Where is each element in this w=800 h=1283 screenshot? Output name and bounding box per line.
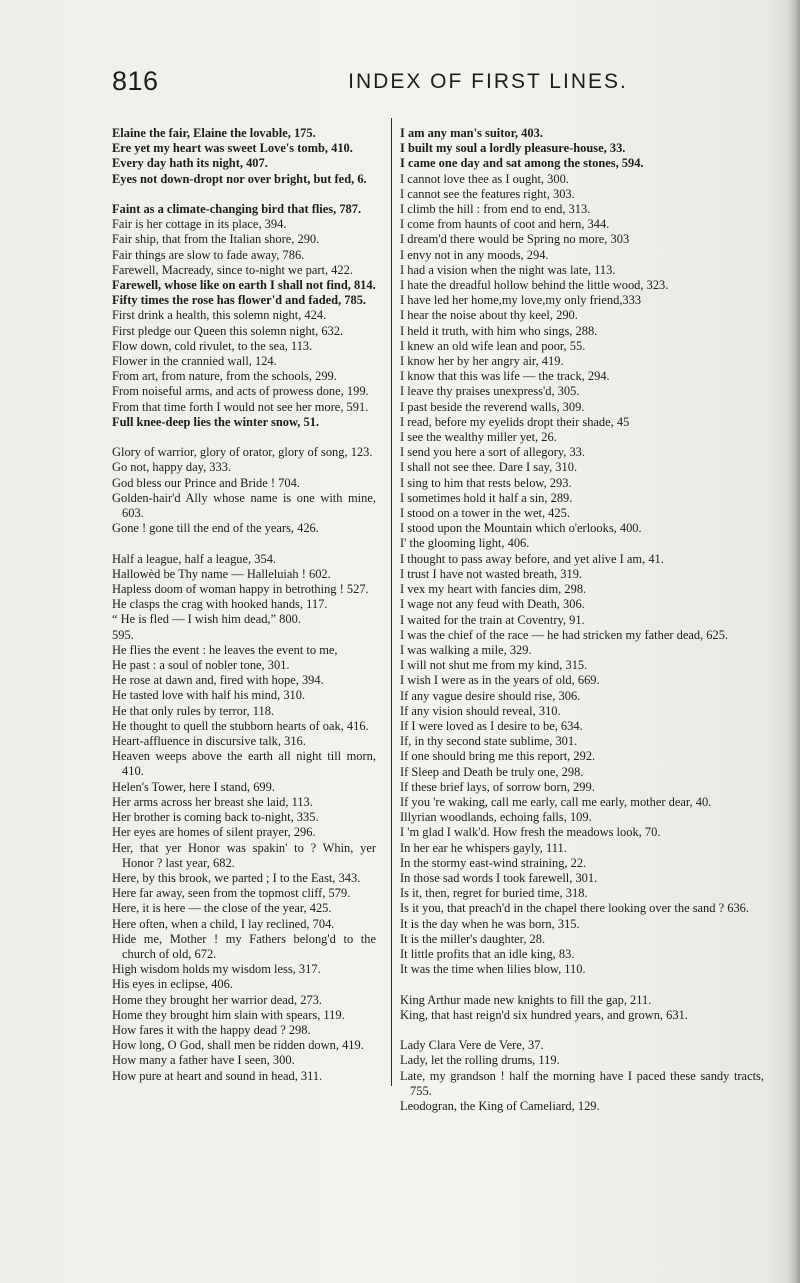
section-gap: [400, 977, 764, 992]
index-entry: In her ear he whispers gayly, 111.: [400, 840, 567, 855]
index-entry: Elaine the fair, Elaine the lovable, 175.: [112, 126, 316, 140]
index-entry: Heaven weeps above the earth all night till morn, 410.: [112, 749, 376, 779]
index-entry: Fifty times the rose has flower'd and faded, 785.: [112, 293, 367, 308]
index-entry: Faint as a climate-changing bird that flies, 787.: [112, 202, 362, 216]
index-entry: From art, from nature, from the schools, 299.: [112, 369, 337, 384]
index-entry: I read, before my eyelids dropt their shade, 45: [400, 414, 630, 429]
index-entry: Here, by this brook, we parted ; I to the East, 343.: [112, 870, 361, 885]
index-entry: How fares it with the happy dead ? 298.: [112, 1022, 311, 1037]
index-entry: First drink a health, this solemn night, 424.: [112, 308, 327, 323]
section-gap: [112, 536, 376, 551]
index-entry: I past beside the reverend walls, 309.: [400, 399, 585, 414]
section-gap: [400, 1023, 764, 1038]
index-entry: He thought to quell the stubborn hearts of oak, 416.: [112, 718, 369, 733]
index-entry: Flow down, cold rivulet, to the sea, 113.: [112, 338, 313, 353]
index-entry: Helen's Tower, here I stand, 699.: [112, 779, 275, 794]
index-entry: I was the chief of the race — he had stricken my father dead, 625.: [400, 627, 729, 642]
index-entry: Fair ship, that from the Italian shore, 290.: [112, 232, 320, 247]
column-rule: [391, 118, 392, 1086]
index-entry: Is it, then, regret for buried time, 318.: [400, 886, 588, 901]
index-entry: I see the wealthy miller yet, 26.: [400, 430, 557, 445]
index-entry: I hate the dreadful hollow behind the little wood, 323.: [400, 278, 669, 293]
index-entry: Fair is her cottage in its place, 394.: [112, 217, 287, 232]
index-entry: I came one day and sat among the stones, 594.: [400, 156, 644, 171]
index-entry: I had a vision when the night was late, 113.: [400, 262, 616, 277]
index-entry: Hallowèd be Thy name — Halleluiah ! 602.: [112, 566, 331, 581]
index-entry: I am any man's suitor, 403.: [400, 126, 543, 140]
index-entry: Illyrian woodlands, echoing falls, 109.: [400, 810, 592, 825]
index-entry: Glory of warrior, glory of orator, glory of song, 123.: [112, 445, 373, 460]
index-entry: Eyes not down-dropt nor over bright, but fed, 6.: [112, 171, 367, 186]
index-entry: How pure at heart and sound in head, 311.: [112, 1068, 323, 1083]
index-entry: Flower in the crannied wall, 124.: [112, 354, 277, 369]
index-entry: I held it truth, with him who sings, 288.: [400, 323, 598, 338]
index-entry: If Sleep and Death be truly one, 298.: [400, 764, 584, 779]
index-entry: If any vague desire should rise, 306.: [400, 688, 581, 703]
index-entry: I waited for the train at Coventry, 91.: [400, 612, 585, 627]
index-entry: He tasted love with half his mind, 310.: [112, 688, 306, 703]
index-column-right: [400, 126, 764, 1114]
index-entry: From noiseful arms, and acts of prowess done, 199.: [112, 384, 369, 399]
index-entry: Ere yet my heart was sweet Love's tomb, 410.: [112, 141, 353, 156]
index-entry: If any vision should reveal, 310.: [400, 703, 561, 718]
index-entry: I climb the hill : from end to end, 313.: [400, 202, 591, 217]
index-entry: I stood upon the Mountain which o'erlooks, 400.: [400, 521, 642, 536]
index-entry: How many a father have I seen, 300.: [112, 1053, 295, 1068]
index-entry: I' the glooming light, 406.: [400, 536, 530, 551]
index-entry: I dream'd there would be Spring no more, 303: [400, 232, 630, 247]
index-entry: He rose at dawn and, fired with hope, 394.: [112, 673, 324, 688]
index-entry: God bless our Prince and Bride ! 704.: [112, 475, 300, 490]
index-entry: I know her by her angry air, 419.: [400, 354, 564, 369]
index-entry: Leodogran, the King of Cameliard, 129.: [400, 1098, 600, 1113]
index-entry: It was the time when lilies blow, 110.: [400, 962, 586, 977]
index-entry: If one should bring me this report, 292.: [400, 749, 596, 764]
index-entry: I stood on a tower in the wet, 425.: [400, 506, 570, 521]
index-entry: High wisdom holds my wisdom less, 317.: [112, 962, 321, 977]
index-entry: Fair things are slow to fade away, 786.: [112, 247, 305, 262]
index-entry: Lady, let the rolling drums, 119.: [400, 1053, 560, 1068]
index-entry: It is the day when he was born, 315.: [400, 916, 580, 931]
index-entry: I send you here a sort of allegory, 33.: [400, 445, 586, 460]
index-entry: King Arthur made new knights to fill the gap, 211.: [400, 992, 652, 1007]
index-entry: I have led her home,my love,my only friend,333: [400, 293, 642, 308]
index-entry: Here, it is here — the close of the year, 425.: [112, 901, 332, 916]
index-entry: Her brother is coming back to-night, 335.: [112, 810, 319, 825]
index-entry: I thought to pass away before, and yet alive I am, 41.: [400, 551, 664, 566]
index-entry: I 'm glad I walk'd. How fresh the meadows look, 70.: [400, 825, 661, 840]
index-entry: Here far away, seen from the topmost cliff, 579.: [112, 886, 351, 901]
index-entry: Hide me, Mother ! my Fathers belong'd to the church of old, 672.: [112, 931, 376, 961]
index-entry: 595.: [112, 627, 134, 642]
index-entry: Is it you, that preach'd in the chapel there looking over the sand ? 636.: [400, 901, 750, 916]
page-header: [112, 66, 764, 102]
index-entry: I hear the noise about thy keel, 290.: [400, 308, 578, 323]
index-entry: In those sad words I took farewell, 301.: [400, 870, 598, 885]
index-entry: Farewell, Macready, since to-night we part, 422.: [112, 262, 353, 277]
index-entry: Half a league, half a league, 354.: [112, 551, 277, 566]
section-gap: [112, 187, 376, 202]
index-entry: It little profits that an idle king, 83.: [400, 946, 575, 961]
index-entry: If I were loved as I desire to be, 634.: [400, 718, 583, 733]
index-entry: I sometimes hold it half a sin, 289.: [400, 490, 573, 505]
index-entry: Home they brought him slain with spears, 119.: [112, 1007, 345, 1022]
index-entry: Her eyes are homes of silent prayer, 296.: [112, 825, 316, 840]
index-entry: Hapless doom of woman happy in betrothing ! 527.: [112, 582, 369, 597]
page-number: 816: [112, 66, 159, 96]
index-entry: Late, my grandson ! half the morning have I paced these sandy tracts, 755.: [400, 1068, 764, 1098]
index-entry: Full knee-deep lies the winter snow, 51.: [112, 414, 320, 429]
index-entry: First pledge our Queen this solemn night, 632.: [112, 323, 344, 338]
index-entry: Here often, when a child, I lay reclined, 704.: [112, 916, 335, 931]
index-entry: I cannot love thee as I ought, 300.: [400, 171, 569, 186]
running-title: INDEX OF FIRST LINES.: [348, 70, 628, 93]
index-entry: I envy not in any moods, 294.: [400, 247, 549, 262]
index-entry: If you 're waking, call me early, call me early, mother dear, 40.: [400, 794, 712, 809]
index-entry: “ He is fled — I wish him dead,” 800.: [112, 612, 301, 627]
index-entry: I cannot see the features right, 303.: [400, 186, 575, 201]
index-entry: I wage not any feud with Death, 306.: [400, 597, 585, 612]
index-entry: I trust I have not wasted breath, 319.: [400, 566, 583, 581]
page-edge-shadow: [786, 0, 800, 1283]
index-column-left: [112, 126, 376, 1084]
index-entry: Go not, happy day, 333.: [112, 460, 232, 475]
index-entry: If, in thy second state sublime, 301.: [400, 734, 578, 749]
index-entry: Her arms across her breast she laid, 113.: [112, 794, 313, 809]
index-entry: I built my soul a lordly pleasure-house, 33.: [400, 141, 626, 156]
index-entry: I wish I were as in the years of old, 669.: [400, 673, 600, 688]
index-entry: King, that hast reign'd six hundred years, and grown, 631.: [400, 1007, 688, 1022]
index-entry: It is the miller's daughter, 28.: [400, 931, 546, 946]
index-entry: Lady Clara Vere de Vere, 37.: [400, 1038, 544, 1053]
index-entry: I sing to him that rests below, 293.: [400, 475, 572, 490]
index-entry: Gone ! gone till the end of the years, 426.: [112, 521, 319, 536]
index-entry: Golden-hair'd Ally whose name is one with mine, 603.: [112, 490, 376, 521]
index-entry: I was walking a mile, 329.: [400, 642, 532, 657]
index-entry: If these brief lays, of sorrow born, 299.: [400, 779, 595, 794]
index-entry: Farewell, whose like on earth I shall not find, 814.: [112, 278, 376, 293]
index-entry: I leave thy praises unexpress'd, 305.: [400, 384, 580, 399]
index-entry: He past : a soul of nobler tone, 301.: [112, 658, 290, 673]
index-entry: I come from haunts of coot and hern, 344.: [400, 217, 610, 232]
index-entry: His eyes in eclipse, 406.: [112, 977, 233, 992]
index-entry: I shall not see thee. Dare I say, 310.: [400, 460, 578, 475]
index-entry: He clasps the crag with hooked hands, 117.: [112, 597, 328, 612]
index-entry: Heart-affluence in discursive talk, 316.: [112, 734, 306, 749]
index-entry: How long, O God, shall men be ridden down, 419.: [112, 1038, 364, 1053]
index-entry: Every day hath its night, 407.: [112, 156, 268, 171]
section-gap: [112, 430, 376, 445]
index-entry: He flies the event : he leaves the event to me,: [112, 642, 338, 657]
index-entry: I will not shut me from my kind, 315.: [400, 658, 588, 673]
index-entry: I knew an old wife lean and poor, 55.: [400, 338, 586, 353]
index-entry: Home they brought her warrior dead, 273.: [112, 992, 322, 1007]
index-entry: From that time forth I would not see her more, 591.: [112, 399, 369, 414]
index-entry: I vex my heart with fancies dim, 298.: [400, 582, 587, 597]
index-entry: Her, that yer Honor was spakin' to ? Whin, yer Honor ? last year, 682.: [112, 840, 376, 870]
index-entry: I know that this was life — the track, 294.: [400, 369, 610, 384]
index-entry: He that only rules by terror, 118.: [112, 703, 275, 718]
index-entry: In the stormy east-wind straining, 22.: [400, 855, 587, 870]
